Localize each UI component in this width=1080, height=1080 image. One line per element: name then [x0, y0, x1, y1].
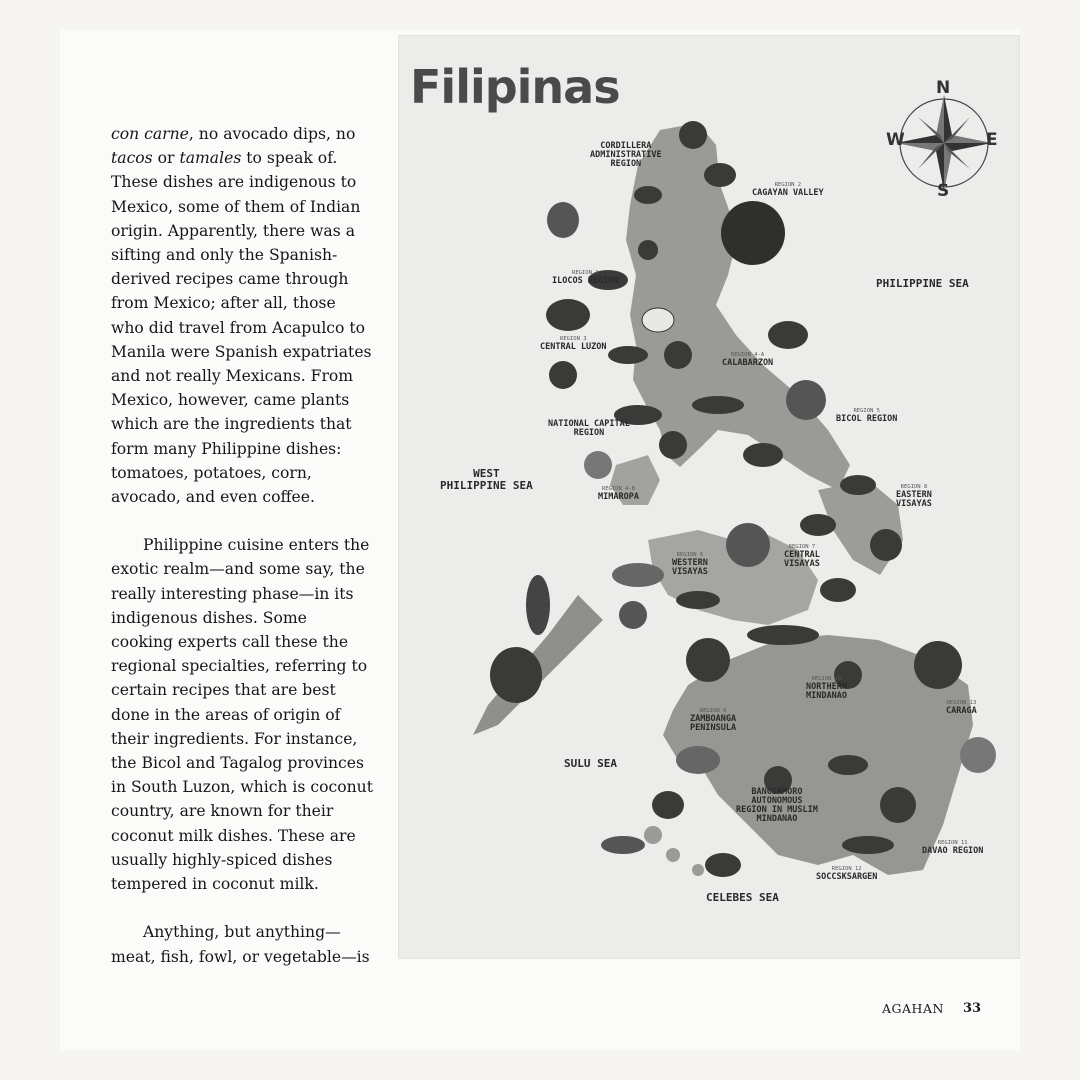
region-label-calabarzon: REGION 4-A CALABARZON: [722, 352, 774, 368]
region-label-central-luzon: REGION 3 CENTRAL LUZON: [540, 336, 607, 352]
running-footer-section: AGAHAN: [882, 1001, 944, 1016]
compass-north-label: N: [936, 78, 951, 98]
compass-south-label: S: [937, 181, 950, 201]
region-label-mimaropa: REGION 4-B MIMAROPA: [598, 486, 639, 502]
italic-term: con carne: [111, 125, 189, 143]
region-label-ncr: NATIONAL CAPITAL REGION: [548, 419, 630, 438]
sea-label-sulu-sea: SULU SEA: [564, 757, 617, 770]
sulu-island: [692, 864, 704, 876]
region-label-car: CORDILLERA ADMINISTRATIVE REGION: [590, 141, 662, 169]
region-label-bicol: REGION 5 BICOL REGION: [836, 408, 898, 424]
paragraph-2: Philippine cuisine enters the exotic realm—and some say, the really interesting phase—in its indigenous dishes. Some cooking experts call these the regional specialties, referring to certain recipes that are best done in the areas of origin of their ingredients. For instance, the Bicol and Tagalog provinces in South Luzon, which is coconut country, are known for their coconut milk dishes. These are usually highly-spiced dishes tempered in coconut milk.: [111, 536, 373, 894]
region-label-cagayan-valley: REGION 2 CAGAYAN VALLEY: [752, 182, 824, 198]
region-label-zamboanga: REGION 9 ZAMBOANGA PENINSULA: [690, 708, 737, 733]
region-label-western-visayas: REGION 6 WESTERN VISAYAS: [672, 552, 708, 577]
region-label-northern-mindanao: REGION 10 NORTHERN MINDANAO: [806, 676, 847, 701]
luzon-landmass: [626, 123, 850, 490]
text-run: to speak of. These dishes are indigenous to Mexico, some of them of Indian origin. Apparently, there was a sifting and only the Spanish-derived recipes came through from Mexico; after all, those who did travel from Acapulco to Manila were Spanish expatriates and not really Mexicans. From Mexico, however, came plants which are the ingredients that form many Philippine dishes: tomatoes, potatoes, corn, avocado, and even coffee.: [111, 149, 372, 507]
sea-label-celebes-sea: CELEBES SEA: [706, 891, 779, 904]
compass-west-label: W: [886, 130, 905, 150]
compass-east-label: E: [986, 130, 998, 150]
sea-label-philippine-sea: PHILIPPINE SEA: [876, 277, 969, 290]
compass-rose: [896, 95, 992, 191]
region-label-central-visayas: REGION 7 CENTRAL VISAYAS: [784, 544, 820, 569]
paragraph-1: [111, 122, 373, 509]
page-number: 33: [963, 1001, 982, 1016]
sulu-island: [644, 826, 662, 844]
region-label-davao: REGION 11 DAVAO REGION: [922, 840, 984, 856]
region-label-eastern-visayas: REGION 8 EASTERN VISAYAS: [896, 484, 932, 509]
map-title: Filipinas: [410, 60, 620, 114]
region-label-soccsksargen: REGION 12 SOCCSKSARGEN: [816, 866, 878, 882]
text-run: , no avocado dips, no: [188, 125, 356, 143]
paragraph-3: Anything, but anything—meat, fish, fowl, or vegetable—is: [111, 923, 370, 966]
region-label-caraga: REGION 13 CARAGA: [946, 700, 977, 716]
text-run: or: [152, 149, 180, 168]
body-text-column: [111, 122, 373, 969]
italic-term: tamales: [179, 149, 242, 168]
italic-term: tacos: [111, 149, 153, 168]
region-label-barmm: BANGSAMORO AUTONOMOUS REGION IN MUSLIM MINDANAO: [736, 787, 818, 824]
sea-label-west-philippine-sea: WEST PHILIPPINE SEA: [440, 467, 533, 492]
sulu-island: [666, 848, 680, 862]
region-label-ilocos: REGION 1 ILOCOS REGION: [552, 270, 619, 286]
